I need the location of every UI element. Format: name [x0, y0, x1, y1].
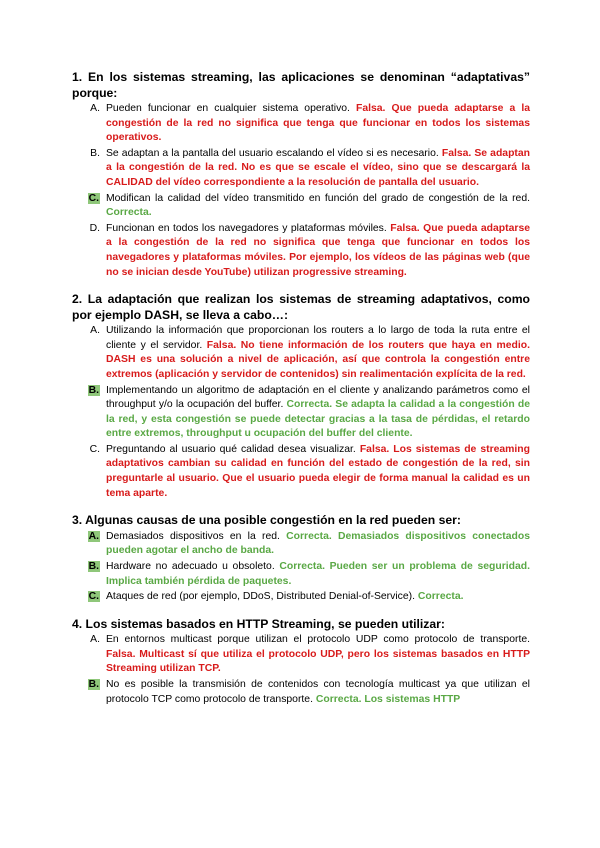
- option-text: Utilizando la información que proporcionan los routers a lo largo de toda la ruta entre el cliente y el servidor. Falsa. No tiene información de los routers que haya en medio. DASH es una solución a nivel de aplicación, así que controla la congestión entre extremos (aplicación y servidor de contenidos) sin realimentación explícita de la red.: [106, 325, 530, 380]
- feedback-falsa: Falsa. Se adaptan a la congestión de la red. No es que se escale el vídeo, sino que se descargará la CALIDAD del vídeo correspondiente a la resolución de pantalla del usuario.: [106, 147, 531, 188]
- option-c: [72, 192, 530, 221]
- option-text: En entornos multicast porque utilizan el protocolo UDP como protocolo de transporte. Falsa. Multicast sí que utiliza el protocolo UDP, pero los sistemas basados en HTTP Streaming utilizan TCP.: [106, 634, 530, 675]
- feedback-falsa: Falsa. Multicast sí que utiliza el protocolo UDP, pero los sistemas basados en HTTP Streaming utilizan TCP.: [106, 648, 530, 675]
- feedback-correcta: Correcta. Demasiados dispositivos conectados pueden agotar el ancho de banda.: [106, 530, 531, 557]
- option-letter: A.: [90, 634, 100, 646]
- option-a: [72, 102, 530, 146]
- option-text: Pueden funcionar en cualquier sistema operativo. Falsa. Que pueda adaptarse a la congestión de la red no significa que tenga que funcionar en todos los sistemas operativos.: [106, 103, 530, 144]
- question-3: [72, 513, 530, 604]
- option-text: Hardware no adecuado u obsoleto. Correcta. Pueden ser un problema de seguridad. Implica también pérdida de paquetes.: [106, 560, 531, 587]
- question-title: 4. Los sistemas basados en HTTP Streaming, se pueden utilizar:: [72, 616, 445, 631]
- option-text: Modifican la calidad del vídeo transmitido en función del grado de congestión de la red. Correcta.: [106, 192, 530, 219]
- feedback-correcta: Correcta. Pueden ser un problema de seguridad. Implica también pérdida de paquetes.: [106, 560, 531, 587]
- option-text: Funcionan en todos los navegadores y plataformas móviles. Falsa. Que pueda adaptarse a la congestión de la red no significa que tenga que funcionar en todos los navegadores y plataformas móviles. Por ejemplo, los vídeos de las páginas web (que no se inician desde YouTube) utilizan progressive streaming.: [106, 222, 530, 278]
- option-a: [72, 633, 530, 677]
- option-b: [72, 384, 530, 442]
- feedback-falsa: Falsa. Que pueda adaptarse a la congestión de la red no significa que tenga que funcionar en todos los navegadores y plataformas móviles. Por ejemplo, los vídeos de las páginas web (que no se inician desde YouTube) utilizan progressive streaming.: [106, 222, 530, 278]
- feedback-falsa: Falsa. Que pueda adaptarse a la congestión de la red no significa que tenga que funcionar en todos los sistemas operativos.: [106, 103, 530, 144]
- option-letter: C.: [89, 443, 100, 455]
- question-4: [72, 617, 530, 707]
- feedback-falsa: Falsa. Los sistemas de streaming adaptativos cambian su calidad en función del estado de congestión de la red, sin preguntarle al usuario. Que el usuario pueda elegir de forma manual la calidad es un tema aparte.: [106, 443, 530, 499]
- option-c: [72, 590, 530, 605]
- feedback-correcta: Correcta. Los sistemas HTTP: [315, 693, 461, 705]
- option-letter-correct: B.: [88, 560, 99, 572]
- question-title: 1. En los sistemas streaming, las aplicaciones se denominan “adaptativas” porque:: [72, 70, 530, 100]
- option-a: [72, 530, 530, 559]
- option-c: [72, 443, 530, 501]
- question-1: [72, 70, 530, 280]
- option-a: [72, 324, 530, 382]
- question-2: [72, 292, 530, 501]
- option-letter-correct: B.: [88, 679, 99, 690]
- option-letter-correct: C.: [88, 192, 99, 204]
- option-b: [72, 678, 530, 707]
- option-letter: A.: [90, 325, 100, 337]
- option-text: Implementando un algoritmo de adaptación en el cliente y analizando parámetros como el throughput y/o la ocupación del buffer. Correcta. Se adapta la calidad a la congestión de la red, y esta congestión se puede detectar gracias a la tasa de pérdidas, el retardo entre extremos, throughput u ocupación del buffer del cliente.: [106, 384, 530, 440]
- feedback-correcta: Correcta.: [106, 207, 152, 219]
- question-title: 3. Algunas causas de una posible congestión en la red pueden ser:: [72, 513, 461, 528]
- option-text: No es posible la transmisión de contenidos con tecnología multicast ya que utilizan el protocolo TCP como protocolo de transporte. Correcta. Los sistemas HTTP: [106, 679, 530, 705]
- option-text: Se adaptan a la pantalla del usuario escalando el vídeo si es necesario. Falsa. Se adaptan a la congestión de la red. No es que se escale el vídeo, sino que se descargará la CALIDAD del vídeo correspondiente a la resolución de pantalla del usuario.: [106, 147, 531, 188]
- option-text: Preguntando al usuario qué calidad desea visualizar. Falsa. Los sistemas de streaming adaptativos cambian su calidad en función del estado de congestión de la red, sin preguntarle al usuario. Que el usuario pueda elegir de forma manual la calidad es un tema aparte.: [106, 443, 530, 499]
- feedback-correcta: Correcta.: [417, 591, 464, 603]
- option-b: [72, 147, 530, 191]
- option-b: [72, 560, 530, 589]
- option-letter-correct: A.: [88, 530, 99, 542]
- feedback-falsa: Falsa. No tiene información de los routers que haya en medio. DASH es una solución a nivel de aplicación, así que controla la congestión entre extremos (aplicación y servidor de contenidos) sin realimentación explícita de la red.: [106, 339, 530, 380]
- option-letter: B.: [90, 147, 100, 159]
- option-letter-correct: B.: [88, 384, 99, 396]
- option-letter: A.: [90, 103, 100, 114]
- option-text: Demasiados dispositivos en la red. Correcta. Demasiados dispositivos conectados pueden agotar el ancho de banda.: [106, 530, 531, 557]
- option-d: [72, 222, 530, 280]
- option-letter-correct: C.: [88, 591, 99, 603]
- option-letter: D.: [89, 222, 100, 234]
- feedback-correcta: Correcta. Se adapta la calidad a la congestión de la red, y esta congestión se puede detectar gracias a la tasa de pérdidas, el retardo entre extremos, throughput u ocupación del buffer del cliente.: [106, 399, 530, 440]
- option-text: Ataques de red (por ejemplo, DDoS, Distributed Denial-of-Service). Correcta.: [106, 591, 464, 603]
- question-title: 2. La adaptación que realizan los sistemas de streaming adaptativos, como por ejemplo DASH, se lleva a cabo…:: [72, 292, 530, 322]
